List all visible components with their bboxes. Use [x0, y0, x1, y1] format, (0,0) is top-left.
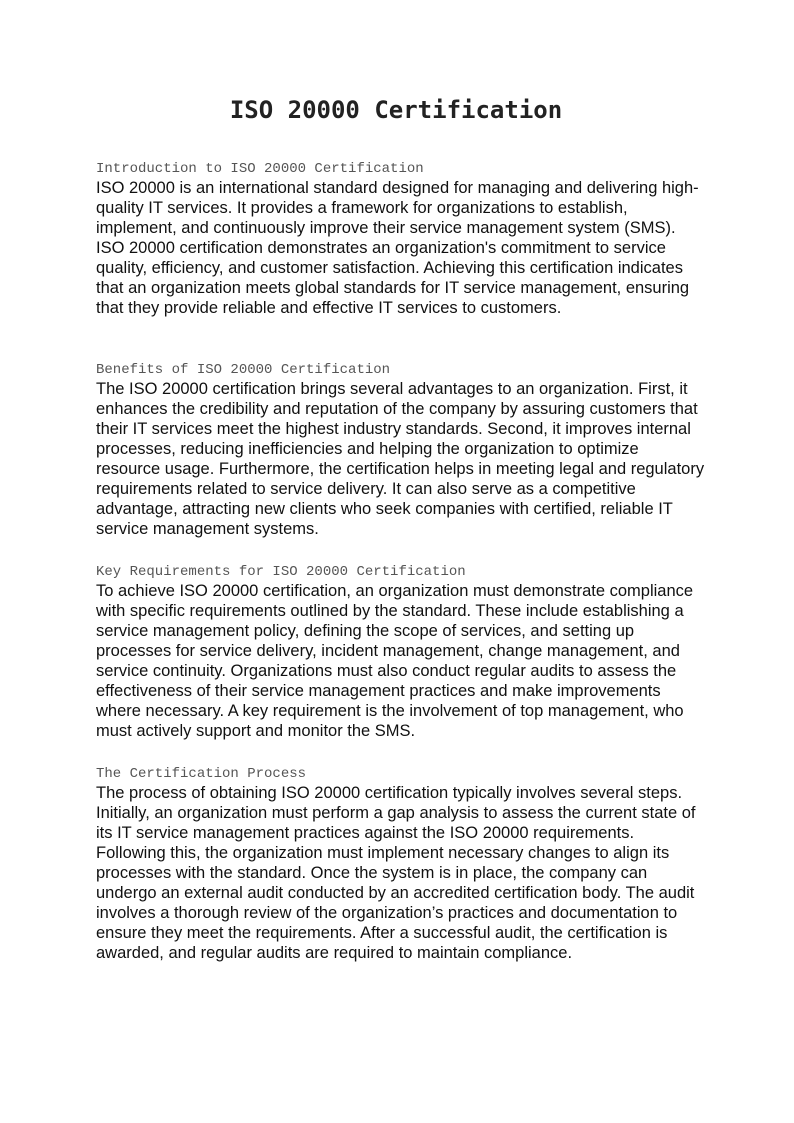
section-certification-process [96, 765, 706, 963]
page-title: ISO 20000 Certification [229, 96, 563, 124]
section-heading: Key Requirements for ISO 20000 Certification [96, 564, 466, 580]
section-heading: Introduction to ISO 20000 Certification [96, 161, 424, 177]
section-benefits [96, 361, 706, 539]
section-body: The process of obtaining ISO 20000 certification typically involves several steps. Initially, an organization must perform a gap analysis to assess the current state of its IT service management practices against the ISO 20000 requirements. Following this, the organization must implement necessary changes to align its processes with the standard. Once the system is in place, the company can undergo an external audit conducted by an accredited certification body. The audit involves a thorough review of the organization’s practices and documentation to ensure they meet the requirements. After a successful audit, the certification is awarded, and regular audits are required to maintain compliance. [96, 784, 696, 962]
section-body: The ISO 20000 certification brings several advantages to an organization. First, it enhances the credibility and reputation of the company by assuring customers that their IT services meet the highest industry standards. Second, it improves internal processes, reducing inefficiencies and helping the organization to optimize resource usage. Furthermore, the certification helps in meeting legal and regulatory requirements related to service delivery. It can also serve as a competitive advantage, attracting new clients who seek companies with certified, reliable IT service management systems. [96, 380, 705, 538]
section-heading: The Certification Process [96, 766, 307, 782]
section-heading: Benefits of ISO 20000 Certification [96, 362, 391, 378]
section-body: To achieve ISO 20000 certification, an organization must demonstrate compliance with specific requirements outlined by the standard. These include establishing a service management policy, defining the scope of services, and setting up processes for service delivery, incident management, change management, and service continuity. Organizations must also conduct regular audits to assess the effectiveness of their service management practices and make improvements where necessary. A key requirement is the involvement of top management, who must actively support and monitor the SMS. [96, 582, 694, 740]
section-body: ISO 20000 is an international standard designed for managing and delivering high-quality IT services. It provides a framework for organizations to establish, implement, and continuously improve their service management system (SMS). ISO 20000 certification demonstrates an organization's commitment to service quality, efficiency, and customer satisfaction. Achieving this certification indicates that an organization meets global standards for IT service management, ensuring that they provide reliable and effective IT services to customers. [96, 179, 699, 317]
section-introduction [96, 160, 706, 318]
section-key-requirements [96, 563, 706, 741]
